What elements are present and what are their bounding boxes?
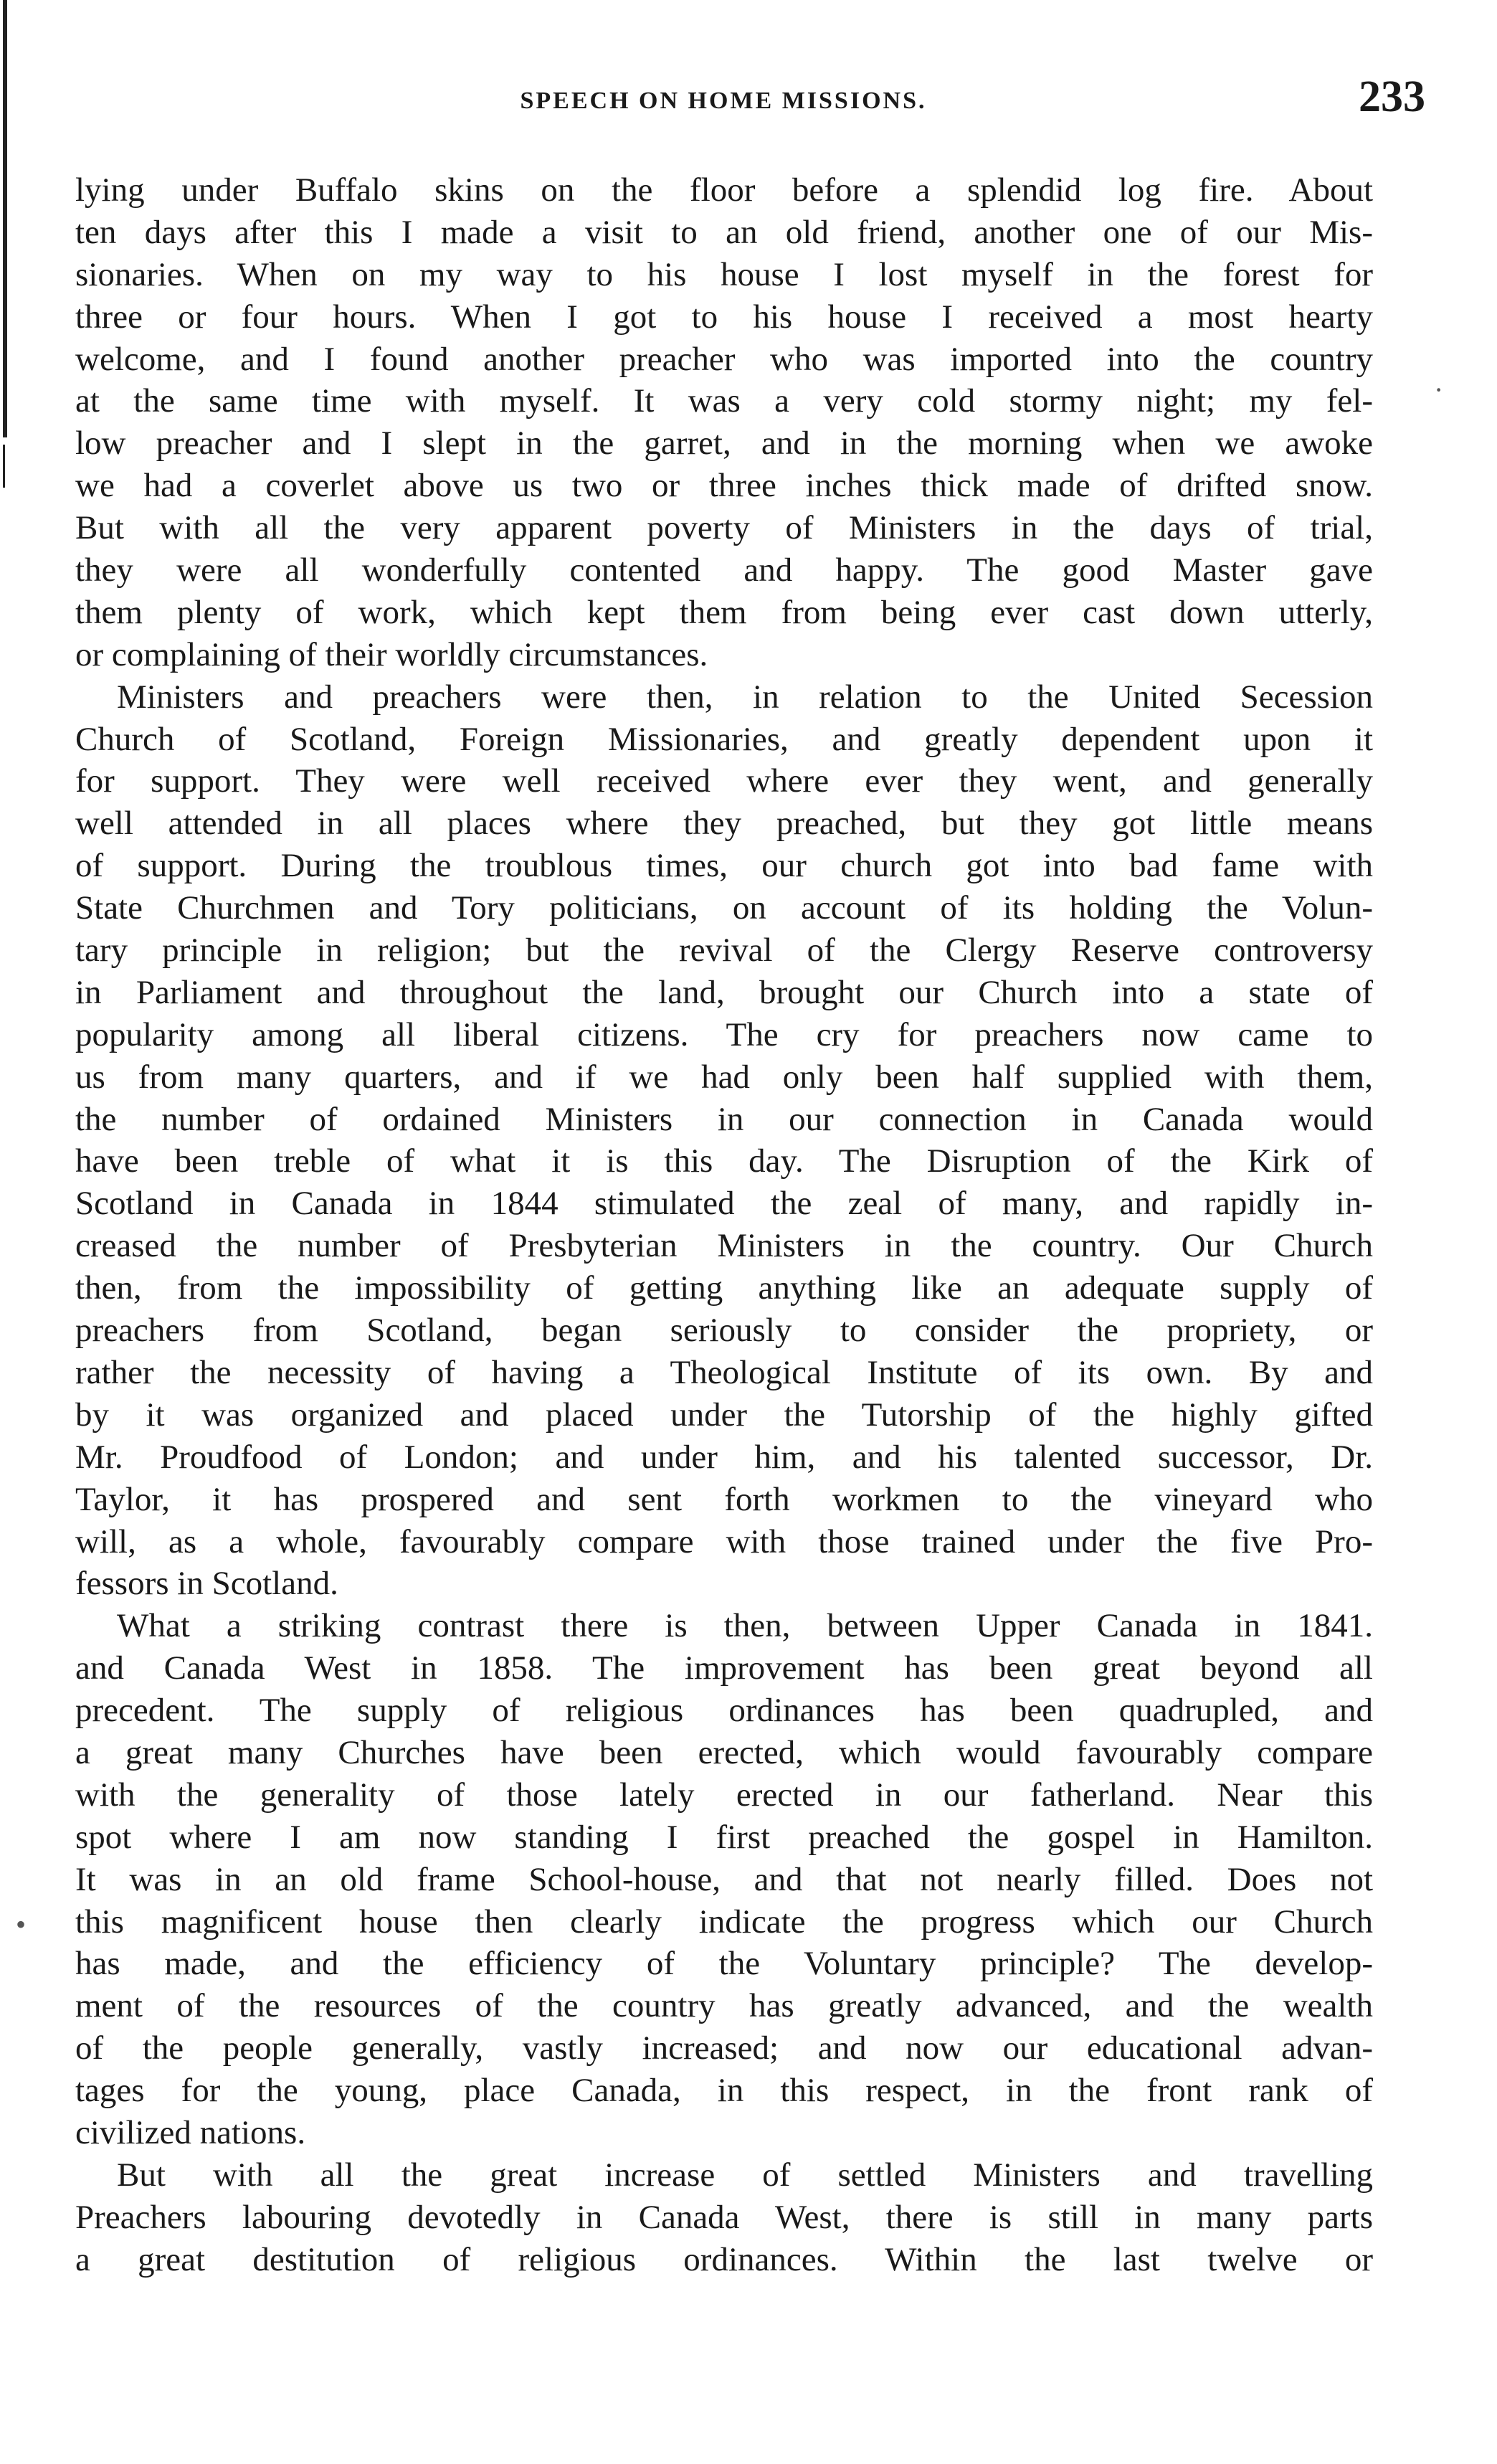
text-line: sionaries. When on my way to his house I lost myself in the forest for: [75, 255, 1373, 293]
text-line: ment of the resources of the country has greatly advanced, and the wealth: [75, 1987, 1373, 2025]
text-line: the number of ordained Ministers in our connection in Canada would: [75, 1100, 1373, 1138]
text-line: by it was organized and placed under the Tutorship of the highly gifted: [75, 1396, 1373, 1434]
running-head: SPEECH ON HOME MISSIONS.: [520, 87, 927, 114]
text-line: fessors in Scotland.: [75, 1565, 338, 1603]
text-line: this magnificent house then clearly indicate the progress which our Church: [75, 1903, 1373, 1941]
text-line: Scotland in Canada in 1844 stimulated the zeal of many, and rapidly in-: [75, 1185, 1373, 1223]
left-margin-rule-fragment: [3, 445, 5, 488]
text-line: precedent. The supply of religious ordinances has been quadrupled, and: [75, 1692, 1373, 1730]
margin-speck: ·: [1434, 374, 1444, 406]
text-line: It was in an old frame School-house, and that not nearly filled. Does not: [75, 1860, 1373, 1898]
text-line: a great many Churches have been erected, which would favourably compare: [75, 1733, 1373, 1771]
text-line: we had a coverlet above us two or three inches thick made of drifted snow.: [75, 467, 1373, 505]
text-line: and Canada West in 1858. The improvement has been great beyond all: [75, 1649, 1373, 1687]
text-line: But with all the great increase of settled Ministers and travelling: [117, 2156, 1373, 2194]
text-line: for support. They were well received where ever they went, and generally: [75, 762, 1373, 800]
text-line: civilized nations.: [75, 2113, 306, 2151]
text-line: will, as a whole, favourably compare with those trained under the five Pro-: [75, 1522, 1373, 1560]
text-line: of support. During the troublous times, our church got into bad fame with: [75, 847, 1373, 885]
page-number: 233: [1359, 72, 1425, 121]
page-header: [79, 72, 1425, 136]
text-line: tary principle in religion; but the revival of the Clergy Reserve controversy: [75, 932, 1373, 970]
text-line: What a striking contrast there is then, between Upper Canada in 1841.: [117, 1607, 1373, 1645]
text-line: us from many quarters, and if we had only been half supplied with them,: [75, 1058, 1373, 1096]
text-line: with the generality of those lately erected in our fatherland. Near this: [75, 1776, 1373, 1814]
text-line: they were all wonderfully contented and happy. The good Master gave: [75, 551, 1373, 589]
text-line: low preacher and I slept in the garret, and in the morning when we awoke: [75, 425, 1373, 463]
text-line: lying under Buffalo skins on the floor before a splendid log fire. About: [75, 171, 1373, 209]
text-line: Mr. Proudfood of London; and under him, and his talented successor, Dr.: [75, 1438, 1373, 1476]
text-line: Church of Scotland, Foreign Missionaries, and greatly dependent upon it: [75, 720, 1373, 758]
text-line: But with all the very apparent poverty of Ministers in the days of trial,: [75, 509, 1373, 547]
text-line: tages for the young, place Canada, in this respect, in the front rank of: [75, 2072, 1373, 2110]
text-line: Preachers labouring devotedly in Canada West, there is still in many parts: [75, 2198, 1373, 2236]
text-line: spot where I am now standing I first preached the gospel in Hamilton.: [75, 1818, 1373, 1856]
text-line: preachers from Scotland, began seriously to consider the propriety, or: [75, 1312, 1373, 1350]
text-line: three or four hours. When I got to his house I received a most hearty: [75, 298, 1373, 336]
text-line: at the same time with myself. It was a very cold stormy night; my fel-: [75, 382, 1373, 420]
text-line: Taylor, it has prospered and sent forth workmen to the vineyard who: [75, 1480, 1373, 1518]
text-line: a great destitution of religious ordinances. Within the last twelve or: [75, 2240, 1373, 2278]
text-line: creased the number of Presbyterian Ministers in the country. Our Church: [75, 1227, 1373, 1265]
body-text: [75, 169, 1373, 2281]
margin-bullet: •: [16, 1908, 27, 1941]
text-line: or complaining of their worldly circumstances.: [75, 635, 708, 673]
text-line: State Churchmen and Tory politicians, on account of its holding the Volun-: [75, 889, 1373, 927]
text-line: popularity among all liberal citizens. The cry for preachers now came to: [75, 1015, 1373, 1053]
text-line: have been treble of what it is this day. The Disruption of the Kirk of: [75, 1142, 1373, 1180]
text-line: in Parliament and throughout the land, brought our Church into a state of: [75, 973, 1373, 1011]
text-line: rather the necessity of having a Theological Institute of its own. By and: [75, 1353, 1373, 1391]
text-line: Ministers and preachers were then, in relation to the United Secession: [117, 678, 1373, 716]
text-line: has made, and the efficiency of the Voluntary principle? The develop-: [75, 1945, 1373, 1983]
text-line: them plenty of work, which kept them from being ever cast down utterly,: [75, 593, 1373, 631]
text-line: welcome, and I found another preacher who was imported into the country: [75, 340, 1373, 378]
text-line: ten days after this I made a visit to an old friend, another one of our Mis-: [75, 213, 1373, 251]
left-margin-rule: [3, 0, 7, 437]
text-line: of the people generally, vastly increased; and now our educational advan-: [75, 2029, 1373, 2067]
text-line: well attended in all places where they preached, but they got little means: [75, 805, 1373, 843]
text-line: then, from the impossibility of getting anything like an adequate supply of: [75, 1269, 1373, 1307]
